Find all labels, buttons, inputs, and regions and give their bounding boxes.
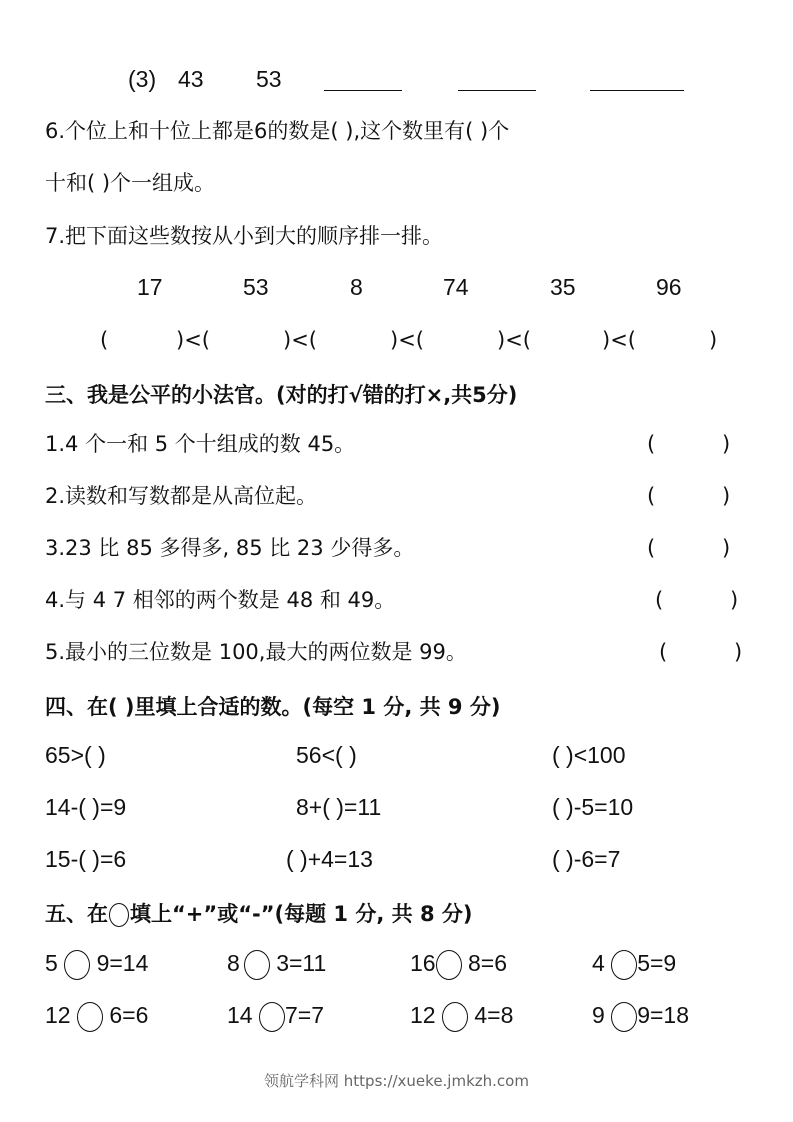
section5-title-suffix: 填上“+”或“-”(每题 1 分, 共 8 分): [130, 902, 473, 926]
footer-watermark: 领航学科网 https://xueke.jmkzh.com: [264, 1072, 529, 1090]
q7-blank[interactable]: )<(: [602, 328, 636, 352]
operator-item: [227, 1002, 324, 1032]
q7-number: 17: [137, 274, 163, 300]
fill-item[interactable]: ( )-6=7: [552, 846, 621, 872]
operand-b: 6=6: [109, 1002, 149, 1029]
operator-item: [410, 1002, 513, 1032]
operator-circle[interactable]: [259, 1002, 285, 1032]
fill-item[interactable]: 65>( ): [45, 742, 106, 768]
judge-item: 3.23 比 85 多得多, 85 比 23 少得多。: [45, 536, 415, 560]
judge-paren-left[interactable]: (: [647, 536, 656, 560]
operand-a: 9: [592, 1002, 605, 1029]
judge-paren-left[interactable]: (: [655, 588, 664, 612]
q7-blank[interactable]: )<(: [390, 328, 424, 352]
q6-line2: 十和( )个一组成。: [45, 171, 216, 195]
operator-item: [227, 950, 326, 980]
section4-title: 四、在( )里填上合适的数。(每空 1 分, 共 9 分): [45, 695, 501, 719]
judge-paren-left[interactable]: (: [647, 432, 656, 456]
q7-blank[interactable]: ): [709, 328, 718, 352]
operator-item: [592, 950, 676, 980]
judge-paren-right[interactable]: ): [734, 640, 743, 664]
operator-circle[interactable]: [436, 950, 462, 980]
q6-line1: 6.个位上和十位上都是6的数是( ),这个数里有( )个: [45, 119, 510, 143]
fill-item[interactable]: ( )-5=10: [552, 794, 634, 820]
operator-circle[interactable]: [77, 1002, 103, 1032]
q7-number: 96: [656, 274, 682, 300]
operand-b: 5=9: [637, 950, 677, 977]
operand-a: 5: [45, 950, 58, 977]
answer-blank-1[interactable]: [324, 90, 402, 91]
q7-number: 8: [350, 274, 363, 300]
answer-blank-2[interactable]: [458, 90, 536, 91]
fill-item[interactable]: 56<( ): [296, 742, 357, 768]
judge-item: 2.读数和写数都是从高位起。: [45, 484, 318, 508]
operand-a: 14: [227, 1002, 253, 1029]
section5-title: [45, 898, 472, 928]
operator-circle[interactable]: [64, 950, 90, 980]
operand-b: 9=14: [96, 950, 149, 977]
operator-item: [410, 950, 507, 980]
operand-b: 7=7: [284, 1002, 324, 1029]
operand-a: 12: [410, 1002, 436, 1029]
operand-a: 16: [410, 950, 436, 977]
operator-circle[interactable]: [442, 1002, 468, 1032]
operator-item: [45, 1002, 148, 1032]
operator-item: [592, 1002, 689, 1032]
operand-b: 8=6: [467, 950, 507, 977]
operator-item: [45, 950, 148, 980]
operand-a: 12: [45, 1002, 71, 1029]
judge-item: 1.4 个一和 5 个十组成的数 45。: [45, 432, 356, 456]
q7-number: 35: [550, 274, 576, 300]
q7-blank[interactable]: )<(: [176, 328, 210, 352]
operand-b: 4=8: [474, 1002, 514, 1029]
q5-3-number-b: 53: [256, 66, 282, 92]
section3-title: 三、我是公平的小法官。(对的打√错的打×,共5分): [45, 383, 518, 407]
fill-item[interactable]: ( )+4=13: [286, 846, 373, 872]
q5-3-label: (3): [128, 66, 157, 92]
judge-item: 4.与 4 7 相邻的两个数是 48 和 49。: [45, 588, 396, 612]
judge-item: 5.最小的三位数是 100,最大的两位数是 99。: [45, 640, 467, 664]
fill-item[interactable]: 15-( )=6: [45, 846, 127, 872]
q7-blank[interactable]: )<(: [497, 328, 531, 352]
operand-a: 8: [227, 950, 240, 977]
q7-blank[interactable]: (: [100, 328, 109, 352]
operand-b: 3=11: [276, 950, 327, 977]
fill-item[interactable]: 14-( )=9: [45, 794, 127, 820]
q7-blank[interactable]: )<(: [283, 328, 317, 352]
q7-number: 53: [243, 274, 269, 300]
q5-3-number-a: 43: [178, 66, 204, 92]
judge-paren-left[interactable]: (: [647, 484, 656, 508]
fill-item[interactable]: 8+( )=11: [296, 794, 382, 820]
q7-number: 74: [443, 274, 469, 300]
circle-icon: [109, 903, 129, 927]
operator-circle[interactable]: [244, 950, 270, 980]
answer-blank-3[interactable]: [590, 90, 684, 91]
operator-circle[interactable]: [611, 1002, 637, 1032]
section5-title-prefix: 五、在: [45, 902, 108, 926]
operand-a: 4: [592, 950, 605, 977]
operator-circle[interactable]: [611, 950, 637, 980]
judge-paren-right[interactable]: ): [730, 588, 739, 612]
judge-paren-right[interactable]: ): [722, 536, 731, 560]
operand-b: 9=18: [637, 1002, 689, 1029]
judge-paren-right[interactable]: ): [722, 432, 731, 456]
judge-paren-left[interactable]: (: [659, 640, 668, 664]
judge-paren-right[interactable]: ): [722, 484, 731, 508]
fill-item[interactable]: ( )<100: [552, 742, 626, 768]
q7-title: 7.把下面这些数按从小到大的顺序排一排。: [45, 224, 444, 248]
